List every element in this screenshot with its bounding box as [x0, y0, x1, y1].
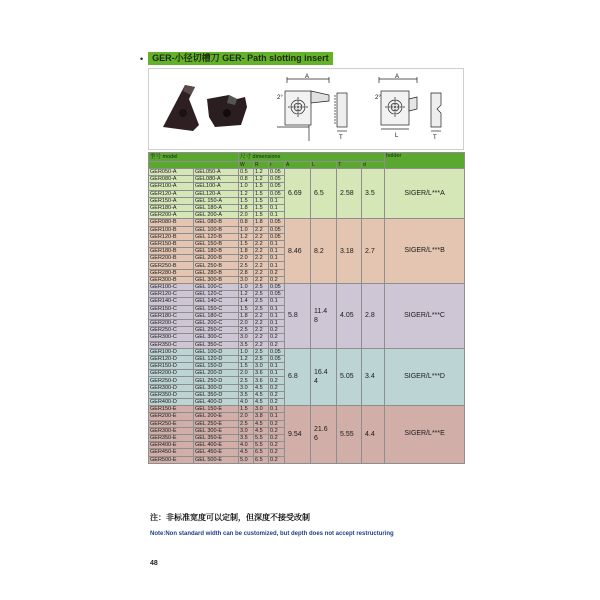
cell-r: 1.5: [254, 190, 269, 197]
cell-rr: 0.2: [269, 456, 285, 463]
cell-model-r: GER180-C: [149, 312, 194, 319]
cell-r: 2.2: [254, 341, 269, 348]
cell-w: 4.5: [239, 449, 254, 456]
cell-model-r: GER450-E: [149, 449, 194, 456]
cell-model-l: GEL 300-D: [194, 384, 239, 391]
cell-model-r: GER280-B: [149, 269, 194, 276]
cell-w: 1.0: [239, 284, 254, 291]
holder-cell: SIGER/L***A: [385, 169, 465, 219]
cell-model-l: GEL 150-B: [194, 240, 239, 247]
cell-w: 2.0: [239, 413, 254, 420]
merged-l: 16.4 4: [311, 348, 337, 406]
cell-r: 6.5: [254, 456, 269, 463]
table-row: [149, 406, 465, 413]
cell-model-r: GER300-E: [149, 427, 194, 434]
merged-d: 4.4: [362, 406, 385, 464]
cell-model-r: GER100-C: [149, 284, 194, 291]
drawing-top-view-2: [379, 77, 417, 129]
cell-model-l: GEL 250-C: [194, 327, 239, 334]
cell-rr: 0.1: [269, 197, 285, 204]
cell-rr: 0.2: [269, 341, 285, 348]
cell-r: 2.2: [254, 269, 269, 276]
cell-model-r: GER120-B: [149, 233, 194, 240]
cell-w: 2.5: [239, 327, 254, 334]
cell-model-r: GER120-C: [149, 291, 194, 298]
cell-r: 4.5: [254, 420, 269, 427]
cell-r: 1.5: [254, 197, 269, 204]
dim-label-a: A: [305, 74, 310, 80]
cell-r: 4.5: [254, 384, 269, 391]
cell-rr: 0.1: [269, 255, 285, 262]
merged-l: 11.4 8: [311, 284, 337, 349]
dim-label-a-2: A: [395, 74, 400, 80]
cell-w: 1.0: [239, 226, 254, 233]
cell-r: 2.5: [254, 298, 269, 305]
merged-t: 5.55: [337, 406, 362, 464]
cell-model-r: GER350-D: [149, 391, 194, 398]
cell-model-l: GEL 120-B: [194, 233, 239, 240]
cell-r: 2.2: [254, 255, 269, 262]
cell-rr: 0.1: [269, 319, 285, 326]
cell-model-r: GER200-B: [149, 255, 194, 262]
cell-model-r: GER250-D: [149, 377, 194, 384]
cell-rr: 0.1: [269, 262, 285, 269]
cell-model-r: GER400-E: [149, 442, 194, 449]
cell-rr: 0.1: [269, 312, 285, 319]
cell-w: 1.0: [239, 348, 254, 355]
cell-model-l: GEL 080-B: [194, 219, 239, 226]
cell-model-r: GER300-B: [149, 276, 194, 283]
merged-d: 3.5: [362, 169, 385, 219]
cell-r: 2.2: [254, 226, 269, 233]
cell-r: 2.2: [254, 327, 269, 334]
cell-rr: 0.1: [269, 406, 285, 413]
cell-model-l: GEL 450-E: [194, 449, 239, 456]
cell-w: 2.0: [239, 319, 254, 326]
cell-model-r: GER120-D: [149, 355, 194, 362]
cell-model-l: GEL 150-E: [194, 406, 239, 413]
cell-rr: 0.2: [269, 420, 285, 427]
cell-rr: 0.1: [269, 413, 285, 420]
cell-model-l: GEL 300-E: [194, 427, 239, 434]
cell-model-r: GER250-C: [149, 327, 194, 334]
cell-r: 1.2: [254, 176, 269, 183]
cell-r: 1.5: [254, 212, 269, 219]
cell-rr: 0.1: [269, 370, 285, 377]
cell-w: 1.5: [239, 363, 254, 370]
cell-r: 4.5: [254, 391, 269, 398]
header-l: L: [311, 162, 337, 169]
cell-r: 2.5: [254, 284, 269, 291]
cell-model-r: GER150-B: [149, 240, 194, 247]
merged-t: 4.05: [337, 284, 362, 349]
cell-rr: 0.05: [269, 233, 285, 240]
cell-model-r: GER250-E: [149, 420, 194, 427]
dim-label-t: T: [339, 135, 343, 141]
cell-model-l: GEL 150-A: [194, 197, 239, 204]
cell-r: 3.6: [254, 370, 269, 377]
cell-model-r: GER150-E: [149, 406, 194, 413]
cell-model-r: GER200-D: [149, 370, 194, 377]
cell-model-l: GEL 200-A: [194, 212, 239, 219]
cell-model-l: GEL 150-D: [194, 363, 239, 370]
cell-w: 3.5: [239, 341, 254, 348]
cell-w: 1.0: [239, 183, 254, 190]
header-a: A: [285, 162, 311, 169]
cell-model-l: GEL 100-D: [194, 348, 239, 355]
cell-r: 1.8: [254, 219, 269, 226]
cell-r: 3.0: [254, 406, 269, 413]
cell-r: 2.5: [254, 348, 269, 355]
cell-r: 1.5: [254, 204, 269, 211]
cell-rr: 0.2: [269, 276, 285, 283]
cell-w: 2.0: [239, 370, 254, 377]
cell-model-r: GER120-A: [149, 190, 194, 197]
insert-photo-2: [207, 95, 247, 127]
dim-label-t-2: T: [433, 135, 437, 141]
cell-model-l: GEL 100-C: [194, 284, 239, 291]
cell-w: 4.0: [239, 442, 254, 449]
cell-rr: 0.1: [269, 248, 285, 255]
cell-model-l: GEL 350-C: [194, 341, 239, 348]
cell-model-r: GER300-C: [149, 334, 194, 341]
cell-model-l: GEL 120-D: [194, 355, 239, 362]
cell-w: 1.2: [239, 291, 254, 298]
page-title: GER-小径切槽刀 GER- Path slotting insert: [148, 52, 333, 65]
cell-rr: 0.1: [269, 305, 285, 312]
merged-a: 6.8: [285, 348, 311, 406]
cell-r: 4.5: [254, 427, 269, 434]
cell-model-r: GER200-C: [149, 319, 194, 326]
cell-r: 3.0: [254, 363, 269, 370]
cell-model-l: GEL100-A: [194, 183, 239, 190]
cell-model-l: GEL 300-C: [194, 334, 239, 341]
cell-r: 2.2: [254, 334, 269, 341]
merged-a: 6.69: [285, 169, 311, 219]
cell-model-r: GER200-A: [149, 212, 194, 219]
cell-rr: 0.2: [269, 391, 285, 398]
cell-model-l: GEL 100-B: [194, 226, 239, 233]
table-header-row-1: [149, 153, 465, 162]
cell-rr: 0.2: [269, 334, 285, 341]
drawing-side-view-1: [335, 93, 347, 131]
header-holder: holder: [385, 153, 465, 169]
cell-model-r: GER350-E: [149, 434, 194, 441]
section-title: [140, 52, 333, 65]
cell-rr: 0.1: [269, 240, 285, 247]
cell-rr: 0.05: [269, 190, 285, 197]
cell-w: 2.8: [239, 269, 254, 276]
cell-model-l: GEL 350-E: [194, 434, 239, 441]
cell-w: 1.2: [239, 233, 254, 240]
header-t: T: [337, 162, 362, 169]
holder-cell: SIGER/L***D: [385, 348, 465, 406]
cell-rr: 0.05: [269, 169, 285, 176]
cell-rr: 0.05: [269, 355, 285, 362]
cell-model-l: GEL 200-C: [194, 319, 239, 326]
cell-w: 2.5: [239, 420, 254, 427]
cell-model-r: GER250-B: [149, 262, 194, 269]
cell-rr: 0.1: [269, 298, 285, 305]
table-row: [149, 284, 465, 291]
table-row: [149, 219, 465, 226]
cell-r: 5.5: [254, 442, 269, 449]
cell-w: 5.0: [239, 456, 254, 463]
cell-w: 0.8: [239, 176, 254, 183]
cell-model-l: GEL 400-E: [194, 442, 239, 449]
cell-rr: 0.05: [269, 348, 285, 355]
cell-model-r: GER150-A: [149, 197, 194, 204]
page-number: 48: [150, 560, 158, 567]
cell-model-l: GEL 400-D: [194, 399, 239, 406]
cell-model-r: GER050-A: [149, 169, 194, 176]
cell-r: 5.5: [254, 434, 269, 441]
dim-label-l: L: [395, 133, 399, 139]
note-chinese: 注：非标准宽度可以定制，但深度不接受改制: [150, 513, 310, 522]
cell-rr: 0.05: [269, 291, 285, 298]
cell-w: 1.5: [239, 197, 254, 204]
table-row: [149, 169, 465, 176]
cell-model-r: GER100-A: [149, 183, 194, 190]
cell-model-l: GEL 300-B: [194, 276, 239, 283]
cell-model-r: GER080-A: [149, 176, 194, 183]
cell-rr: 0.2: [269, 449, 285, 456]
header-dimensions: 尺寸 dimensions: [239, 153, 385, 162]
cell-rr: 0.1: [269, 204, 285, 211]
cell-rr: 0.1: [269, 363, 285, 370]
cell-model-r: GER200-E: [149, 413, 194, 420]
cell-model-r: GER400-D: [149, 399, 194, 406]
cell-r: 1.2: [254, 169, 269, 176]
merged-d: 2.7: [362, 219, 385, 284]
cell-w: 3.5: [239, 391, 254, 398]
cell-model-l: GEL 120-C: [194, 291, 239, 298]
merged-l: 6.5: [311, 169, 337, 219]
merged-d: 2.8: [362, 284, 385, 349]
cell-model-r: GER100-B: [149, 226, 194, 233]
cell-rr: 0.2: [269, 384, 285, 391]
table-row: [149, 348, 465, 355]
cell-r: 1.5: [254, 183, 269, 190]
cell-w: 3.0: [239, 427, 254, 434]
cell-w: 0.8: [239, 219, 254, 226]
note-english: Note:Non standard width can be customized, but depth does not accept restructuring: [150, 531, 394, 537]
cell-w: 3.0: [239, 276, 254, 283]
cell-w: 3.5: [239, 434, 254, 441]
cell-w: 1.2: [239, 355, 254, 362]
insert-photo-1: [163, 85, 199, 131]
cell-model-l: GEL 250-E: [194, 420, 239, 427]
merged-t: 2.58: [337, 169, 362, 219]
cell-model-l: GEL050-A: [194, 169, 239, 176]
cell-model-r: GER080-B: [149, 219, 194, 226]
cell-r: 2.2: [254, 248, 269, 255]
cell-w: 2.0: [239, 212, 254, 219]
cell-w: 1.4: [239, 298, 254, 305]
cell-rr: 0.2: [269, 327, 285, 334]
cell-r: 3.8: [254, 413, 269, 420]
merged-a: 8.46: [285, 219, 311, 284]
drawing-side-view-2: [431, 93, 441, 131]
cell-model-r: GER350-C: [149, 341, 194, 348]
header-model: 型号 model: [149, 153, 239, 162]
cell-model-l: GEL 180-A: [194, 204, 239, 211]
cell-r: 3.6: [254, 377, 269, 384]
cell-model-r: GER300-D: [149, 384, 194, 391]
cell-model-r: GER140-C: [149, 298, 194, 305]
cell-model-l: GEL 250-D: [194, 377, 239, 384]
cell-rr: 0.05: [269, 176, 285, 183]
cell-w: 1.5: [239, 406, 254, 413]
cell-model-r: GER500-E: [149, 456, 194, 463]
cell-rr: 0.1: [269, 212, 285, 219]
cell-rr: 0.2: [269, 427, 285, 434]
bullet-icon: •: [140, 53, 144, 64]
cell-model-l: GEL 500-E: [194, 456, 239, 463]
cell-model-l: GEL 140-C: [194, 298, 239, 305]
cell-model-l: GEL 250-B: [194, 262, 239, 269]
cell-model-l: GEL120-A: [194, 190, 239, 197]
cell-w: 3.0: [239, 334, 254, 341]
cell-model-l: GEL 180-C: [194, 312, 239, 319]
insert-drawing: [149, 69, 465, 151]
merged-l: 8.2: [311, 219, 337, 284]
dim-label-angle: 2°: [277, 95, 283, 101]
merged-d: 3.4: [362, 348, 385, 406]
cell-w: 2.5: [239, 262, 254, 269]
cell-w: 1.8: [239, 248, 254, 255]
cell-rr: 0.05: [269, 219, 285, 226]
cell-w: 0.5: [239, 169, 254, 176]
merged-l: 21.6 6: [311, 406, 337, 464]
insert-figure: [148, 68, 464, 150]
cell-model-r: GER150-D: [149, 363, 194, 370]
cell-r: 4.5: [254, 399, 269, 406]
cell-r: 6.5: [254, 449, 269, 456]
cell-model-r: GER180-A: [149, 204, 194, 211]
header-rr: r: [269, 162, 285, 169]
cell-model-l: GEL 280-B: [194, 269, 239, 276]
dim-label-angle-2: 2°: [375, 95, 381, 101]
header-r: R: [254, 162, 269, 169]
cell-model-r: GER150-C: [149, 305, 194, 312]
cell-r: 2.5: [254, 291, 269, 298]
cell-r: 2.2: [254, 312, 269, 319]
merged-a: 9.54: [285, 406, 311, 464]
cell-model-r: GER100-D: [149, 348, 194, 355]
cell-r: 2.5: [254, 355, 269, 362]
cell-w: 1.5: [239, 240, 254, 247]
spec-table: [148, 152, 465, 464]
holder-cell: SIGER/L***C: [385, 284, 465, 349]
cell-rr: 0.05: [269, 226, 285, 233]
holder-cell: SIGER/L***B: [385, 219, 465, 284]
cell-w: 4.0: [239, 399, 254, 406]
cell-w: 2.5: [239, 377, 254, 384]
cell-rr: 0.2: [269, 399, 285, 406]
cell-w: 2.0: [239, 255, 254, 262]
header-w: W: [239, 162, 254, 169]
cell-rr: 0.2: [269, 434, 285, 441]
cell-rr: 0.2: [269, 269, 285, 276]
cell-r: 2.2: [254, 276, 269, 283]
cell-r: 2.2: [254, 240, 269, 247]
cell-w: 1.2: [239, 190, 254, 197]
header-d: d: [362, 162, 385, 169]
cell-model-l: GEL 200-E: [194, 413, 239, 420]
cell-model-l: GEL 180-B: [194, 248, 239, 255]
cell-model-l: GEL080-A: [194, 176, 239, 183]
cell-model-l: GEL 200-B: [194, 255, 239, 262]
cell-model-l: GEL 200-D: [194, 370, 239, 377]
cell-w: 1.5: [239, 305, 254, 312]
cell-w: 1.8: [239, 204, 254, 211]
cell-r: 2.2: [254, 233, 269, 240]
cell-rr: 0.2: [269, 377, 285, 384]
cell-model-l: GEL 350-D: [194, 391, 239, 398]
drawing-top-view: [277, 77, 329, 141]
cell-r: 2.5: [254, 305, 269, 312]
merged-t: 5.05: [337, 348, 362, 406]
cell-rr: 0.05: [269, 284, 285, 291]
cell-w: 3.0: [239, 384, 254, 391]
cell-model-r: GER180-B: [149, 248, 194, 255]
cell-w: 1.8: [239, 312, 254, 319]
header-blank: [149, 162, 239, 169]
cell-r: 2.2: [254, 262, 269, 269]
cell-rr: 0.2: [269, 442, 285, 449]
cell-model-l: GEL 150-C: [194, 305, 239, 312]
merged-t: 3.18: [337, 219, 362, 284]
merged-a: 5.8: [285, 284, 311, 349]
cell-rr: 0.05: [269, 183, 285, 190]
holder-cell: SIGER/L***E: [385, 406, 465, 464]
cell-r: 2.2: [254, 319, 269, 326]
